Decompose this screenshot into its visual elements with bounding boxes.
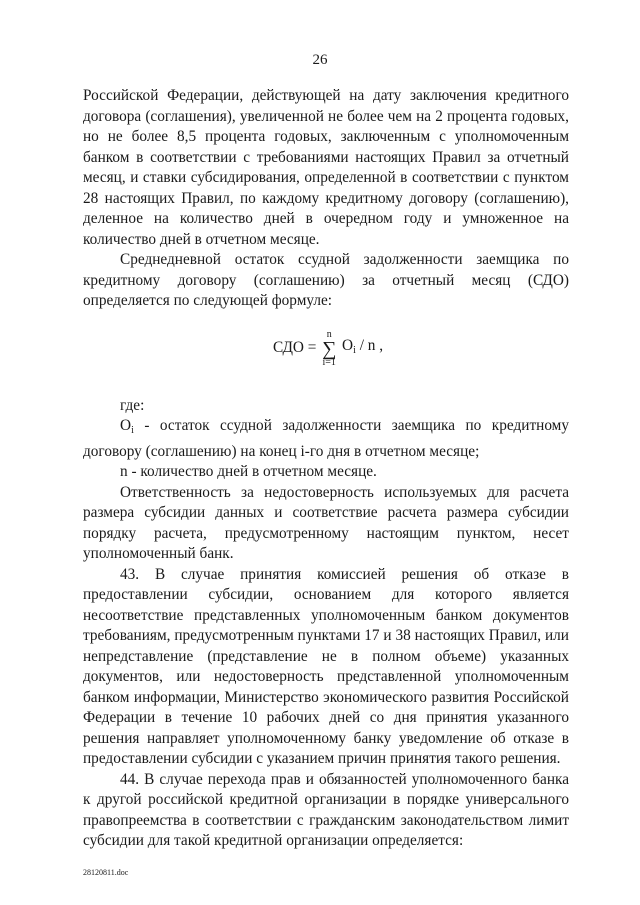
- page-number: 26: [312, 52, 328, 68]
- paragraph-43: 43. В случае принятия комиссией решения об отказе в предоставлении субсидии, основанием для которого является несоответствие представленных уполномоченным банком документов требованиям, предусмотренным пунктами 17 и 38 настоящих Правил, или непредставление (представление не в полном объеме) указанных документов, или недостоверность представленной уполномоченным банком информации, Министерство экономического развития Российской Федерации в течение 10 рабочих дней со дня принятия указанного решения направляет уполномоченному банку уведомление об отказе в предоставлении субсидии с указанием причин принятия такого решения.: [83, 565, 569, 767]
- paragraph-continuation: Российской Федерации, действующей на дату заключения кредитного договора (соглашения), увеличенной не более чем на 2 процента годовых, но не более 8,5 процента годовых, заключенным с уполномоченным банком в соответствии с требованиями настоящих Правил за отчетный месяц, и ставки субсидирования, определенной в соответствии с пунктом 28 настоящих Правил, по каждому кредитному договору (соглашению), деленное на количество дней в очередном году и умноженное на количество дней в отчетном месяце.: [83, 87, 569, 248]
- formula-term: [342, 336, 383, 362]
- sum-lower-limit: i=1: [322, 356, 336, 368]
- summation: [321, 330, 337, 368]
- oi-subscript: i: [131, 425, 134, 436]
- paragraph-n-definition: n - количество дней в отчетном месяце.: [120, 463, 377, 480]
- document-body: [83, 86, 569, 852]
- paragraph-44: 44. В случае перехода прав и обязанностей уполномоченного банка к другой российской кредитной организации в порядке универсального правопреемства в соответствии с гражданским законодательством лимит субсидии для такой кредитной организации определяется:: [83, 770, 569, 849]
- oi-text: - остаток ссудной задолженности заемщика по кредитному договору (соглашению) на конец i-го дня в отчетном месяце;: [83, 417, 569, 460]
- sum-upper-limit: n: [326, 328, 332, 340]
- formula-rest: / n ,: [355, 336, 384, 354]
- sum-sign: ∑: [322, 337, 337, 360]
- sdo-formula: [83, 322, 569, 386]
- paragraph-oi-definition: [83, 416, 569, 462]
- paragraph-sdo-definition: Среднедневной остаток ссудной задолженности заемщика по кредитному договору (соглашению) за отчетный месяц (СДО) определяется по следующей формуле:: [83, 251, 569, 309]
- formula-lhs: СДО =: [273, 339, 317, 357]
- formula-term-subscript: i: [353, 344, 356, 356]
- oi-symbol: O: [120, 417, 132, 434]
- formula-term-symbol: O: [342, 336, 354, 354]
- paragraph-responsibility: Ответственность за недостоверность используемых для расчета размера субсидии данных и соответствие расчета размера субсидии порядку расчета, предусмотренному настоящим пунктом, несет уполномоченный банк.: [83, 483, 569, 562]
- paragraph-where: где:: [120, 396, 145, 414]
- document-file-code: 28120811.doc: [83, 868, 129, 877]
